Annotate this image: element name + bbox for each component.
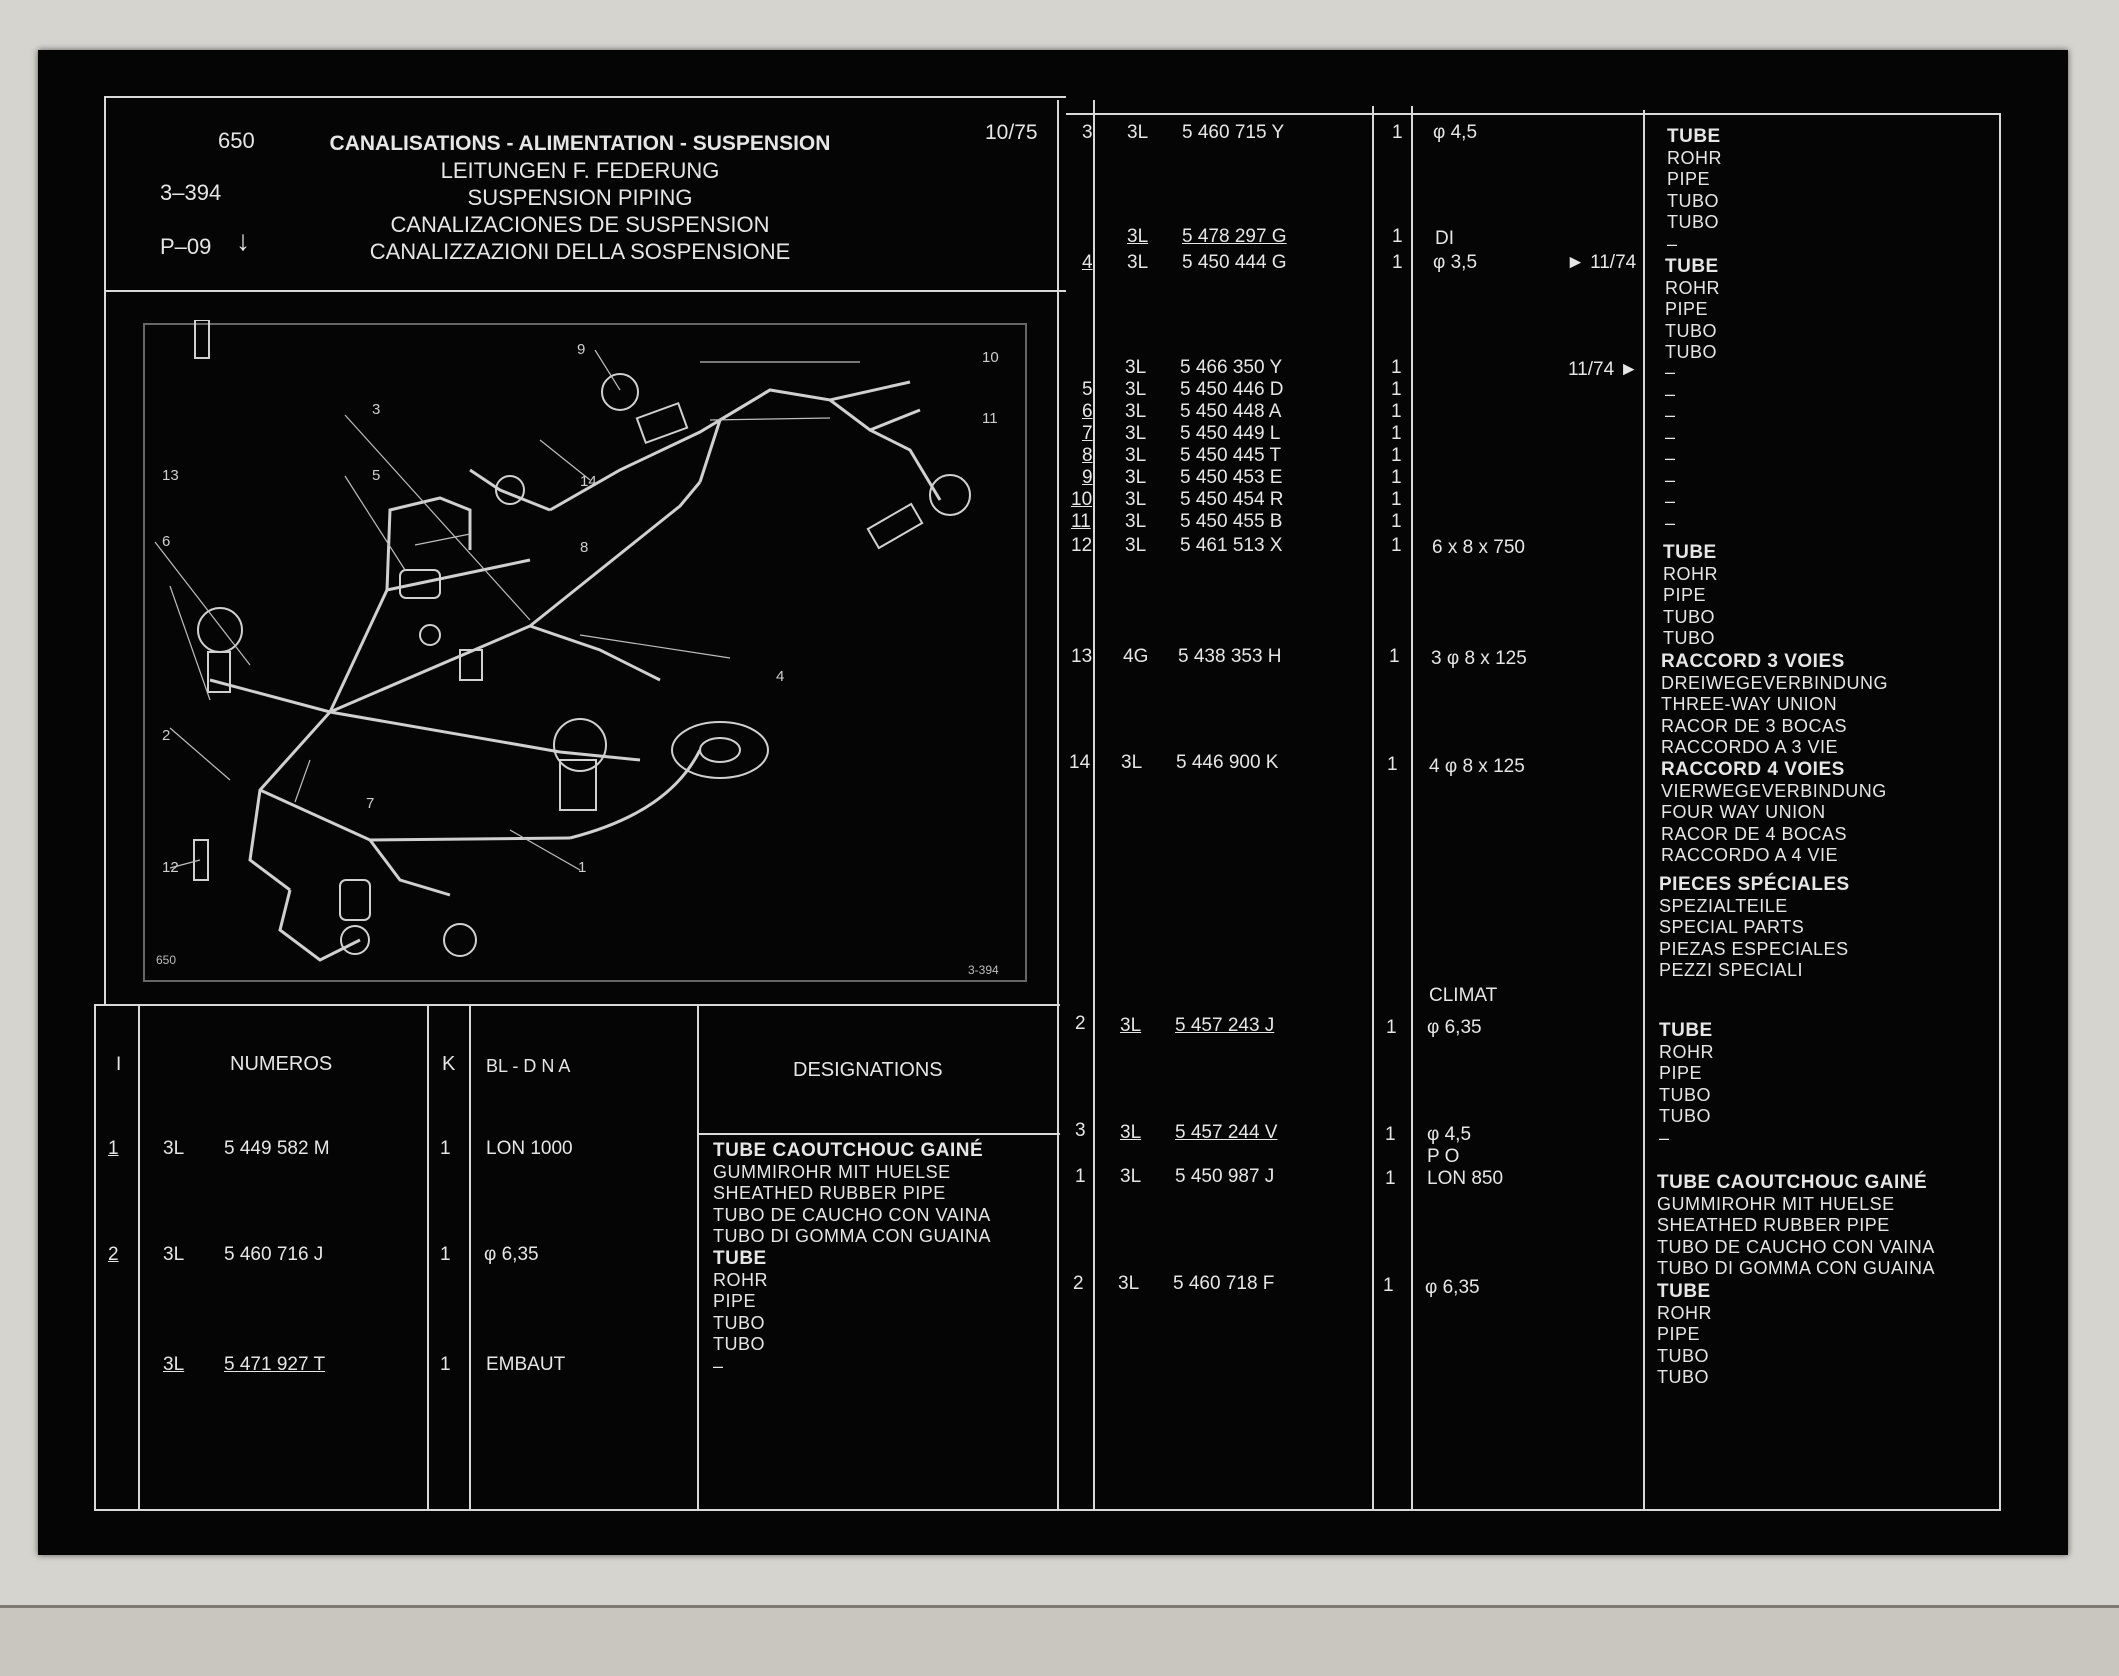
right-row-number: 5 450 455 B (1180, 511, 1283, 532)
designation-line: SPEZIALTEILE (1659, 895, 1788, 916)
right-row-index: 2 (1075, 1013, 1086, 1034)
right-designation-6 (1659, 874, 1850, 982)
title-it: CANALIZZAZIONI DELLA SOSPENSIONE (369, 239, 791, 264)
designation-line: RACOR DE 4 BOCAS (1661, 823, 1848, 844)
designation-title: RACCORD 3 VOIES (1661, 651, 1845, 672)
right-row-k: 1 (1392, 252, 1403, 273)
frame-left-bottom (94, 1004, 96, 1510)
designation-line: TUBO DI GOMMA CON GUAINA (1657, 1258, 1936, 1278)
title-fr: CANALISATIONS - ALIMENTATION - SUSPENSION (329, 132, 831, 155)
right-row-number: 5 450 454 R (1180, 489, 1284, 510)
designation-title: TUBE (713, 1248, 767, 1269)
callout-2: 2 (162, 727, 171, 744)
right-row-prefix: 3L (1125, 379, 1147, 400)
designation-line: FOUR WAY UNION (1661, 802, 1826, 822)
right-row-index: 1 (1075, 1166, 1086, 1187)
designation-line: TUBO (1663, 606, 1716, 627)
designation-line: TUBO (1667, 212, 1720, 232)
right-row-index: 6 (1082, 401, 1093, 422)
right-designation-8 (1657, 1172, 1935, 1280)
left-row-3-number: 5 471 927 T (224, 1354, 326, 1375)
right-row-k: 1 (1383, 1275, 1394, 1296)
right-row-index: 12 (1071, 535, 1093, 556)
designation-line: PIPE (1663, 585, 1707, 605)
right-row-index: 7 (1082, 423, 1093, 444)
right-row-prefix: 3L (1125, 467, 1147, 488)
left-row-3-k: 1 (440, 1354, 451, 1375)
right-row-k: 1 (1385, 1124, 1396, 1145)
right-row-k: 1 (1392, 122, 1403, 143)
right-row-bl: φ 4,5 (1433, 122, 1478, 143)
right-row-bl: 6 x 8 x 750 (1432, 537, 1525, 558)
designation-line: – (1665, 383, 1676, 404)
right-row-prefix: 4G (1123, 646, 1149, 667)
right-row-k: 1 (1387, 754, 1398, 775)
designation-line: PEZZI SPECIALI (1659, 960, 1804, 980)
group-number: 650 (218, 128, 255, 153)
right-row-bl: φ 6,35 (1427, 1017, 1482, 1038)
right-row-number: 5 450 453 E (1180, 467, 1283, 488)
designation-line: SHEATHED RUBBER PIPE (713, 1183, 946, 1203)
right-row-number: 5 450 448 A (1180, 401, 1282, 422)
designation-title: TUBE CAOUTCHOUC GAINÉ (1657, 1172, 1928, 1193)
right-designation-7 (1659, 1020, 1714, 1149)
right-row-index: 8 (1082, 445, 1093, 466)
right-row-prefix: 3L (1127, 122, 1149, 143)
designation-title: TUBE (1659, 1020, 1713, 1041)
title-block (300, 130, 860, 265)
title-de: LEITUNGEN F. FEDERUNG (440, 158, 720, 183)
right-row-prefix: 3L (1125, 511, 1147, 532)
col-divider-right-i (1093, 100, 1095, 1510)
col-header-bl-dna: BL - D N A (486, 1056, 571, 1076)
right-row-index: 3 (1082, 122, 1093, 143)
diagram-corner-left: 650 (156, 953, 177, 967)
designation-line: RACCORDO A 3 VIE (1661, 737, 1839, 757)
arrow-down-icon: ↓ (236, 225, 250, 256)
designation-line: GUMMIROHR MIT HUELSE (1657, 1193, 1895, 1214)
left-row-1-index: 1 (108, 1138, 119, 1159)
right-row-number: 5 438 353 H (1178, 646, 1282, 667)
right-row-number: 5 450 987 J (1175, 1166, 1275, 1187)
title-es: CANALIZACIONES DE SUSPENSION (390, 212, 770, 237)
designation-line: – (1665, 426, 1676, 447)
right-row-k: 1 (1389, 646, 1400, 667)
right-row-number: 5 461 513 X (1180, 535, 1283, 556)
col-divider-right-num (1372, 106, 1374, 1510)
col-header-designations: DESIGNATIONS (793, 1059, 943, 1081)
right-row-k: 1 (1385, 1168, 1396, 1189)
designation-line: – (1665, 362, 1676, 382)
designation-line: – (1665, 469, 1676, 490)
right-row-bl: φ 3,5 (1433, 252, 1478, 273)
designation-line: – (1667, 233, 1678, 254)
right-row-k: 1 (1386, 1017, 1397, 1038)
issue-date: 10/75 (985, 121, 1038, 144)
right-row-index: 5 (1082, 379, 1093, 400)
designation-line: ROHR (1659, 1041, 1714, 1062)
right-row-bl: 4 φ 8 x 125 (1429, 756, 1525, 777)
designation-line: DREIWEGEVERBINDUNG (1661, 672, 1889, 693)
right-row-prefix: 3L (1125, 489, 1147, 510)
frame-top-left (104, 96, 1066, 98)
designation-line: ROHR (1665, 277, 1720, 298)
designation-line: TUBO (713, 1312, 766, 1333)
designation-line: – (1665, 512, 1676, 533)
callout-8: 8 (580, 539, 589, 556)
right-row-bl: DI (1435, 228, 1454, 249)
left-row-1-bl: LON 1000 (486, 1138, 573, 1159)
designation-line: PIEZAS ESPECIALES (1659, 938, 1849, 959)
right-row-bl: 3 φ 8 x 125 (1431, 648, 1527, 669)
designation-line: TUBO (1657, 1345, 1710, 1366)
designation-line: PIPE (713, 1291, 757, 1311)
right-row-prefix: 3L (1120, 1122, 1142, 1143)
frame-right (1999, 113, 2001, 1511)
callout-7: 7 (366, 795, 375, 812)
right-row-note: ► 11/74 (1566, 252, 1637, 273)
designation-line: PIPE (1667, 169, 1711, 189)
left-row-2-index: 2 (108, 1244, 119, 1265)
right-row-k: 1 (1391, 511, 1402, 532)
frame-left-top (104, 96, 106, 1004)
right-designation-4 (1661, 651, 1888, 759)
plate-number: 3–394 (160, 180, 222, 205)
right-row-prefix: 3L (1125, 535, 1147, 556)
designation-line: RACOR DE 3 BOCAS (1661, 715, 1848, 736)
designation-line: – (1665, 491, 1676, 511)
diagram-corner-right: 3-394 (968, 963, 999, 977)
callout-12: 12 (162, 859, 179, 876)
right-row-index: 2 (1073, 1273, 1084, 1294)
designation-line: ROHR (1667, 147, 1722, 168)
right-designation-5 (1661, 759, 1887, 867)
right-row-note: 11/74 ► (1568, 359, 1639, 380)
left-row-1-number: 5 449 582 M (224, 1138, 330, 1159)
right-row-k: 1 (1391, 423, 1402, 444)
designation-title: PIECES SPÉCIALES (1659, 874, 1850, 895)
right-row-number: 5 457 243 J (1175, 1015, 1275, 1036)
designation-line: TUBO (1665, 342, 1718, 362)
right-row-prefix: 3L (1127, 226, 1149, 247)
right-row-k: 1 (1391, 467, 1402, 488)
table-top-divider (94, 1004, 1060, 1006)
left-row-2-k: 1 (440, 1244, 451, 1265)
right-designation-3 (1663, 542, 1718, 650)
left-row-1-prefix: 3L (163, 1138, 185, 1159)
designation-line: TUBO (1663, 628, 1716, 648)
designation-line: THREE-WAY UNION (1661, 694, 1838, 714)
designation-line: TUBO (1667, 190, 1720, 211)
right-row-index: 14 (1069, 752, 1091, 773)
designation-line: TUBO (1657, 1367, 1710, 1387)
right-row-number: 5 466 350 Y (1180, 357, 1283, 378)
designation-line: – (713, 1355, 724, 1376)
right-row-bl-climat: CLIMAT (1429, 985, 1498, 1006)
col-divider-left-num (427, 1004, 429, 1510)
col-header-k: K (442, 1053, 456, 1075)
designation-title: RACCORD 4 VOIES (1661, 759, 1845, 780)
designation-line: TUBO DE CAUCHO CON VAINA (1657, 1236, 1935, 1257)
right-row-prefix: 3L (1120, 1166, 1142, 1187)
right-row-prefix: 3L (1125, 357, 1147, 378)
designation-line: TUBO DI GOMMA CON GUAINA (713, 1226, 992, 1246)
right-row-bl-po: P O (1427, 1146, 1460, 1167)
right-row-bl: LON 850 (1427, 1168, 1504, 1189)
designation-line: – (1659, 1127, 1670, 1148)
col-divider-left-k (469, 1004, 471, 1510)
right-row-k: 1 (1391, 445, 1402, 466)
right-row-number: 5 457 244 V (1175, 1122, 1278, 1143)
right-row-number: 5 450 449 L (1180, 423, 1281, 444)
right-row-prefix: 3L (1125, 423, 1147, 444)
right-row-number: 5 450 444 G (1182, 252, 1287, 273)
designation-line: PIPE (1657, 1324, 1701, 1344)
right-row-bl: φ 4,5 (1427, 1124, 1472, 1145)
right-row-prefix: 3L (1127, 252, 1149, 273)
designation-line: TUBO (1665, 320, 1718, 341)
right-designation-1 (1667, 126, 1722, 255)
frame-bottom (94, 1509, 2001, 1511)
callout-4: 4 (776, 668, 785, 685)
right-row-number: 5 460 715 Y (1182, 122, 1285, 143)
col-divider-left-bl (697, 1004, 699, 1510)
designation-line: RACCORDO A 4 VIE (1661, 845, 1839, 865)
right-row-k: 1 (1391, 357, 1402, 378)
col-divider-right-k (1411, 106, 1413, 1510)
right-row-prefix: 3L (1125, 445, 1147, 466)
designation-title: TUBE (1663, 542, 1717, 563)
right-row-prefix: 3L (1120, 1015, 1142, 1036)
designation-line: ROHR (1663, 563, 1718, 584)
right-designation-9 (1657, 1281, 1712, 1389)
right-designation-2 (1665, 256, 1720, 364)
designation-line: ROHR (713, 1269, 768, 1290)
callout-9: 9 (577, 341, 586, 358)
designation-line: GUMMIROHR MIT HUELSE (713, 1161, 951, 1182)
left-row-2-bl: φ 6,35 (484, 1244, 539, 1265)
right-row-index: 13 (1071, 646, 1093, 667)
designation-line: PIPE (1659, 1063, 1703, 1083)
right-designation-dashes (1665, 362, 1676, 534)
callout-11: 11 (982, 410, 998, 427)
callout-10: 10 (982, 349, 999, 366)
designation-title: TUBE (1665, 256, 1719, 277)
right-row-k: 1 (1391, 379, 1402, 400)
left-row-2-number: 5 460 716 J (224, 1244, 324, 1265)
designation-line: TUBO (713, 1334, 766, 1354)
right-row-index: 10 (1071, 489, 1093, 510)
designation-title: TUBE (1667, 126, 1721, 147)
right-row-index: 9 (1082, 467, 1093, 488)
left-row-3-bl: EMBAUT (486, 1354, 566, 1375)
designation-line: TUBO (1659, 1106, 1712, 1126)
right-row-k: 1 (1391, 401, 1402, 422)
left-row-3-prefix: 3L (163, 1354, 185, 1375)
left-designation-2 (713, 1248, 768, 1377)
right-row-prefix: 3L (1125, 401, 1147, 422)
right-row-prefix: 3L (1121, 752, 1143, 773)
right-row-number: 5 446 900 K (1176, 752, 1279, 773)
left-row-1-k: 1 (440, 1138, 451, 1159)
right-row-number: 5 460 718 F (1173, 1273, 1275, 1294)
designation-line: TUBO DE CAUCHO CON VAINA (713, 1204, 991, 1225)
right-row-k: 1 (1392, 226, 1403, 247)
title-en: SUSPENSION PIPING (467, 185, 693, 210)
designation-line: SPECIAL PARTS (1659, 917, 1805, 937)
right-row-index: 4 (1082, 252, 1093, 273)
designation-line: – (1665, 448, 1676, 468)
callout-14: 14 (580, 473, 597, 490)
right-row-number: 5 450 445 T (1180, 445, 1282, 466)
right-row-index: 11 (1071, 511, 1091, 532)
left-designation-1 (713, 1140, 991, 1248)
suspension-piping-diagram (140, 320, 1030, 985)
designation-line: ROHR (1657, 1302, 1712, 1323)
right-row-index: 3 (1075, 1120, 1086, 1141)
callout-6: 6 (162, 533, 171, 550)
right-row-bl: φ 6,35 (1425, 1277, 1480, 1298)
frame-top-right (1066, 113, 2001, 115)
col-header-i: I (116, 1054, 122, 1075)
callout-5: 5 (372, 467, 381, 484)
designation-line: VIERWEGEVERBINDUNG (1661, 780, 1887, 801)
col-divider-mid (1057, 100, 1059, 1510)
col-divider-left-i (138, 1004, 140, 1510)
right-row-number: 5 478 297 G (1182, 226, 1287, 247)
designation-line: – (1665, 405, 1676, 425)
designation-line: TUBO (1659, 1084, 1712, 1105)
designation-title: TUBE (1657, 1281, 1711, 1302)
right-row-k: 1 (1391, 535, 1402, 556)
callout-13: 13 (162, 467, 179, 484)
designation-line: PIPE (1665, 299, 1709, 319)
right-row-k: 1 (1391, 489, 1402, 510)
left-row-2-prefix: 3L (163, 1244, 185, 1265)
page-number: P–09 (160, 234, 212, 259)
header-divider (104, 290, 1066, 292)
callout-1: 1 (578, 859, 587, 876)
col-divider-right-bl (1643, 110, 1645, 1510)
designation-title: TUBE CAOUTCHOUC GAINÉ (713, 1140, 984, 1161)
right-row-prefix: 3L (1118, 1273, 1140, 1294)
right-row-number: 5 450 446 D (1180, 379, 1284, 400)
designation-line: SHEATHED RUBBER PIPE (1657, 1215, 1890, 1235)
callout-3: 3 (372, 401, 381, 418)
col-header-numeros: NUMEROS (230, 1053, 333, 1075)
table-header-divider (698, 1133, 1060, 1135)
